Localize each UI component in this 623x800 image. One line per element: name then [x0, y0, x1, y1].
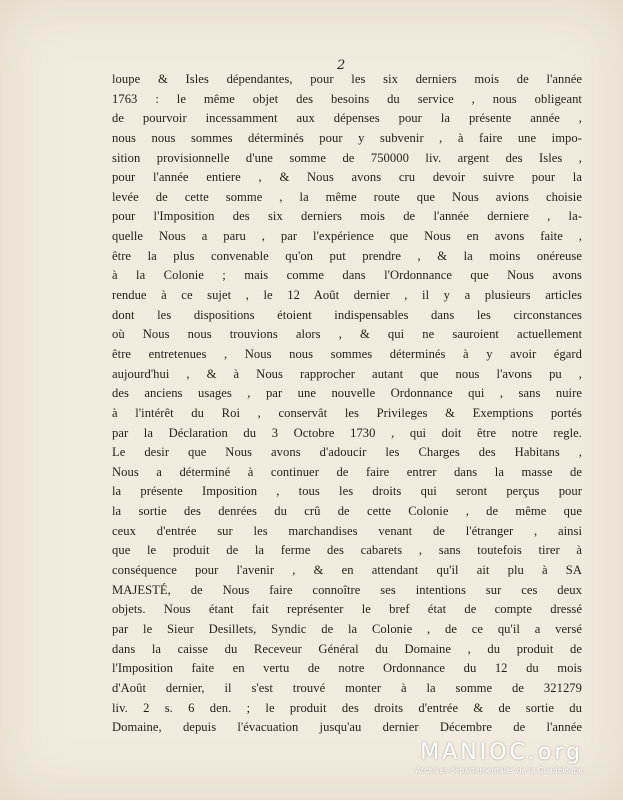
watermark-logo: MANIOC.org: [420, 740, 583, 765]
text-line: pour l'année entiere , & Nous avons cru devoir suivre pour la: [112, 170, 582, 185]
text-line: Le desir que Nous avons d'adoucir les Charges des Habitans ,: [112, 445, 582, 460]
text-line: conséquence pour l'avenir , & en attendant qu'il ait plu à SA: [112, 563, 582, 578]
text-line: aujourd'hui , & à Nous rapprocher autant que nous l'avons pu ,: [112, 366, 582, 381]
text-line: MAJESTÉ, de Nous faire connoître ses intentions sur ces deux: [112, 582, 582, 597]
text-line: être la plus convenable qu'on put prendre , & la moins onéreuse: [112, 248, 582, 263]
page-number: 2: [337, 58, 346, 73]
text-line: l'Imposition faite en vertu de notre Ordonnance du 12 du mois: [112, 661, 582, 676]
text-line: 1763 : le même objet des besoins du service , nous obligeant: [112, 91, 582, 106]
text-line: sition provisionnelle d'une somme de 750000 liv. argent des Isles ,: [112, 150, 582, 165]
text-line: que le produit de la ferme des cabarets , sans toutefois tirer à: [112, 543, 582, 558]
text-line: objets. Nous étant fait représenter le bref état de compte dressé: [112, 602, 582, 617]
text-line: des anciens usages , par une nouvelle Ordonnance qui , sans nuire: [112, 386, 582, 401]
text-line: la présente Imposition , tous les droits qui seront perçus pour: [112, 484, 582, 499]
text-line: quelle Nous a paru , par l'expérience que Nous en avons faite ,: [112, 229, 582, 244]
text-line: à la Colonie ; mais comme dans l'Ordonnance que Nous avons: [112, 268, 582, 283]
text-line: dont les dispositions étoient indispensables dans les circonstances: [112, 307, 582, 322]
text-line: pour l'Imposition des six derniers mois de l'année derniere , la-: [112, 209, 582, 224]
text-line: être entretenues , Nous nous sommes déterminés à y avoir égard: [112, 346, 582, 361]
text-line: par la Déclaration du 3 Octobre 1730 , qui doit être notre regle.: [112, 425, 582, 440]
text-line: liv. 2 s. 6 den. ; le produit des droits d'entrée & de sortie du: [112, 700, 582, 715]
text-line: rendue à ce sujet , le 12 Août dernier , il y a plusieurs articles: [112, 288, 582, 303]
text-line: de pourvoir incessamment aux dépenses pour la présente année ,: [112, 111, 582, 126]
text-line: où Nous nous trouvions alors , & qui ne sauroient actuellement: [112, 327, 582, 342]
text-line: levée de cette somme , la même route que Nous avions choisie: [112, 189, 582, 204]
text-line: la sortie des denrées du crû de cette Colonie , de même que: [112, 504, 582, 519]
watermark: [416, 740, 583, 775]
text-line: par le Sieur Desillets, Syndic de la Colonie , de ce qu'il a versé: [112, 621, 582, 636]
text-line: d'Août dernier, il s'est trouvé monter à la somme de 321279: [112, 680, 582, 695]
text-line: à l'intérêt du Roi , conservât les Privileges & Exemptions portés: [112, 405, 582, 420]
text-line: Nous a déterminé à continuer de faire entrer dans la masse de: [112, 464, 582, 479]
watermark-subtitle: Archives départementales de la Guadeloupe: [415, 766, 583, 775]
text-line: ceux d'entrée sur les marchandises venant de l'étranger , ainsi: [112, 523, 582, 538]
body-text: [112, 70, 582, 738]
text-line: loupe & Isles dépendantes, pour les six derniers mois de l'année: [112, 72, 582, 86]
text-line: dans la caisse du Receveur Général du Domaine , du produit de: [112, 641, 582, 656]
text-line: Domaine, depuis l'évacuation jusqu'au dernier Décembre de l'année: [112, 720, 582, 735]
text-line: nous nous sommes déterminés pour y subvenir , à faire une impo-: [112, 130, 582, 145]
